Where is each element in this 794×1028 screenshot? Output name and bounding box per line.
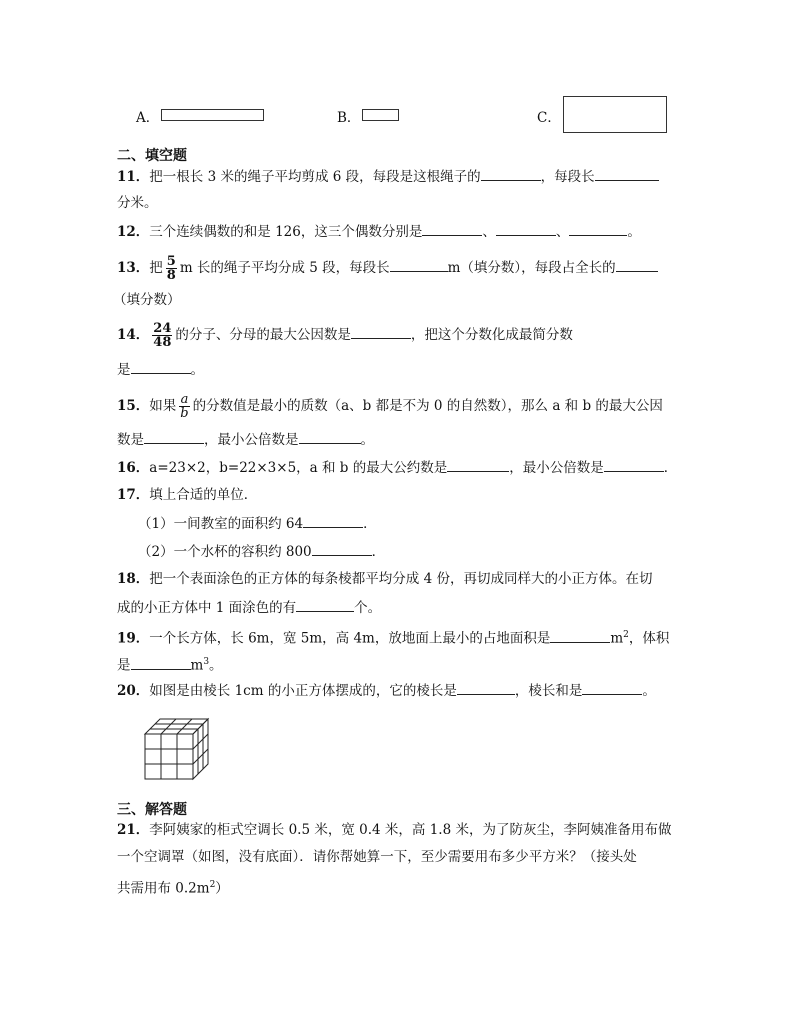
question-19-line-1	[117, 625, 669, 649]
question-15-line-1	[117, 393, 663, 420]
question-text: 的分数值是最小的质数（a、b 都是不为 0 的自然数），那么 a 和 b 的最大公因	[192, 398, 663, 414]
answer-blank[interactable]	[569, 221, 627, 236]
question-text: （1）一间教室的面积约 64	[138, 516, 304, 532]
answer-blank[interactable]	[303, 513, 363, 528]
question-text: m（填分数），每段占全长的	[447, 260, 616, 276]
question-text: 把一个表面涂色的正方体的每条棱都平均分成 4 份，再切成同样大的小正方体。在切	[149, 571, 653, 587]
question-text: ，最小公倍数是	[204, 432, 299, 448]
answer-blank[interactable]	[351, 324, 411, 339]
answer-blank[interactable]	[312, 541, 372, 556]
option-c-rectangle	[563, 96, 667, 133]
section-2-title: 二、填空题	[117, 148, 187, 164]
punctuation: 个。	[354, 600, 382, 616]
question-number: 18．	[117, 571, 150, 587]
option-a-rectangle	[161, 109, 264, 121]
question-text: 是	[117, 362, 131, 378]
question-number: 13．	[117, 260, 150, 276]
question-21-line-1	[117, 820, 671, 840]
question-18-line-2	[117, 597, 381, 618]
fraction-numerator: 24	[153, 321, 172, 336]
question-11-line-2: 分米。	[117, 195, 158, 211]
answer-blank[interactable]	[422, 221, 482, 236]
answer-blank[interactable]	[457, 680, 515, 695]
punctuation: 。	[360, 432, 374, 448]
fraction-denominator: b	[180, 406, 189, 421]
punctuation: ）	[215, 880, 229, 897]
question-text: 填上合适的单位．	[149, 487, 258, 503]
punctuation: 。	[190, 362, 204, 378]
fraction-numerator: 5	[166, 254, 176, 269]
question-17	[117, 485, 257, 505]
separator: 、	[482, 224, 496, 240]
answer-blank[interactable]	[481, 166, 541, 181]
question-text: a=23×2，b=22×3×5，a 和 b 的最大公约数是	[149, 460, 448, 476]
question-number: 20．	[117, 683, 150, 699]
answer-blank[interactable]	[447, 457, 509, 472]
answer-blank[interactable]	[616, 257, 658, 272]
punctuation: 。	[627, 224, 641, 240]
fraction-5-8	[166, 255, 177, 282]
question-text: 三个连续偶数的和是 126，这三个偶数分别是	[149, 224, 423, 240]
question-text: 是	[117, 657, 131, 674]
superscript-2: 2	[623, 630, 629, 640]
answer-blank[interactable]	[496, 221, 556, 236]
question-text: 如图是由棱长 1cm 的小正方体摆成的，它的棱长是	[149, 683, 457, 699]
punctuation: ．	[663, 460, 678, 476]
question-17-sub-2	[138, 541, 385, 562]
question-20	[117, 680, 656, 701]
punctuation: ．	[363, 516, 377, 532]
answer-blank[interactable]	[550, 628, 610, 643]
answer-blank[interactable]	[131, 359, 191, 374]
question-text: 的分子、分母的最大公因数是	[175, 327, 351, 343]
question-text: 一个长方体，长 6m，宽 5m，高 4m，放地面上最小的占地面积是	[149, 630, 551, 647]
section-3-title: 三、解答题	[117, 802, 187, 818]
question-number: 14．	[117, 327, 150, 343]
question-number: 16．	[117, 460, 150, 476]
fraction-numerator: a	[180, 392, 189, 407]
question-number: 21．	[117, 822, 150, 838]
question-number: 15．	[117, 398, 150, 414]
fraction-denominator: 48	[153, 335, 172, 350]
question-text: ，每段长	[540, 169, 595, 185]
question-text: 如果	[149, 398, 177, 414]
question-text: 成的小正方体中 1 面涂色的有	[117, 600, 297, 616]
answer-blank[interactable]	[390, 257, 448, 272]
question-number: 12．	[117, 224, 150, 240]
question-13-line-1	[117, 255, 658, 282]
question-11-line-1	[117, 166, 659, 187]
question-19-line-2	[117, 652, 223, 676]
question-text: m 长的绳子平均分成 5 段，每段长	[179, 260, 390, 276]
question-text: ，把这个分数化成最简分数	[410, 327, 573, 343]
answer-blank[interactable]	[131, 655, 191, 670]
question-text: （2）一个水杯的容积约 800	[138, 544, 312, 560]
cube-figure	[140, 714, 216, 782]
punctuation: ．	[371, 544, 386, 560]
question-text: 共需用布 0.2m	[117, 880, 210, 897]
answer-blank[interactable]	[144, 429, 204, 444]
question-text: 李阿姨家的柜式空调长 0.5 米，宽 0.4 米，高 1.8 米，为了防灰尘，李阿姨准备用布做	[149, 822, 672, 838]
question-text: 把	[149, 260, 163, 276]
question-15-line-2	[117, 429, 374, 450]
question-21-line-2: 一个空调罩（如图，没有底面）．请你帮她算一下，至少需要用布多少平方米？（接头处	[117, 849, 637, 865]
option-c-label: C．	[537, 110, 561, 126]
answer-blank[interactable]	[296, 597, 354, 612]
question-14-line-1	[117, 322, 573, 349]
answer-blank[interactable]	[595, 166, 659, 181]
answer-blank[interactable]	[582, 680, 642, 695]
answer-blank[interactable]	[299, 429, 361, 444]
option-b-rectangle	[362, 109, 399, 121]
question-13-line-2: （填分数）	[113, 292, 181, 308]
option-a-label: A．	[136, 110, 160, 126]
question-number: 11．	[117, 169, 150, 185]
question-16	[117, 457, 677, 478]
question-text: ，棱长和是	[514, 683, 583, 699]
question-21-line-3	[117, 875, 229, 899]
question-text: ，最小公倍数是	[509, 460, 604, 476]
question-number: 19．	[117, 630, 150, 647]
punctuation: 。	[642, 683, 656, 699]
question-17-sub-1	[138, 513, 377, 534]
answer-blank[interactable]	[604, 457, 664, 472]
fraction-denominator: 8	[166, 268, 176, 283]
superscript-2: 2	[209, 880, 216, 890]
question-12	[117, 221, 641, 242]
separator: 、	[555, 224, 570, 240]
question-text: ，体积	[628, 630, 670, 647]
question-number: 17．	[117, 487, 150, 503]
option-b-label: B．	[337, 110, 361, 126]
question-18-line-1	[117, 569, 652, 589]
punctuation: 。	[209, 657, 223, 674]
question-14-line-2	[117, 359, 204, 380]
unit-text: m	[610, 630, 624, 647]
question-text: 把一根长 3 米的绳子平均剪成 6 段，每段是这根绳子的	[149, 169, 481, 185]
fraction-24-48	[152, 322, 172, 349]
superscript-3: 3	[203, 657, 210, 667]
question-text: 数是	[117, 432, 144, 448]
fraction-a-b	[179, 393, 189, 420]
unit-text: m	[190, 657, 204, 674]
